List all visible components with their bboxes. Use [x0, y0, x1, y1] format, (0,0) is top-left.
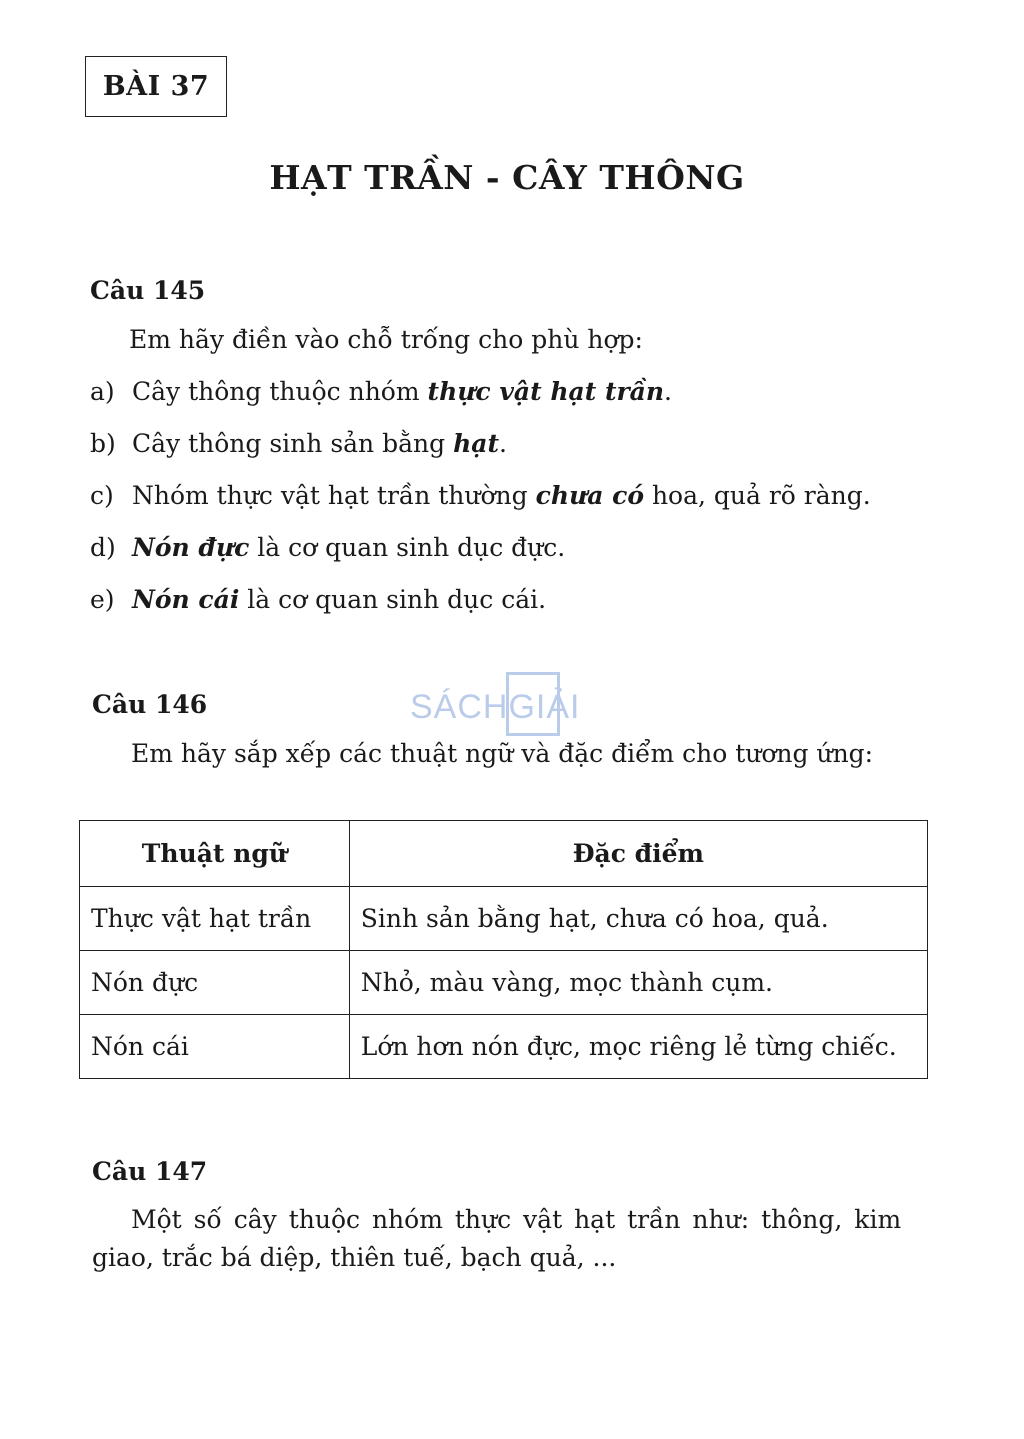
table-cell-term: Thực vật hạt trần [80, 887, 350, 951]
question-146-intro: Em hãy sắp xếp các thuật ngữ và đặc điểm cho tương ứng: [131, 739, 874, 768]
watermark-frame [506, 672, 560, 736]
terms-table [79, 820, 928, 1079]
table-header-row [80, 821, 928, 887]
answer-label: d) [90, 533, 116, 562]
answer-text-after: hoa, quả rõ ràng. [644, 481, 871, 510]
page-title [0, 158, 1024, 197]
answer-line-e [90, 585, 546, 614]
table-cell-term: Nón cái [80, 1015, 350, 1079]
answer-label: a) [90, 377, 115, 406]
answer-fill: hạt [453, 429, 500, 458]
answer-text-after: là cơ quan sinh dục cái. [239, 585, 547, 614]
watermark-logo [410, 670, 620, 740]
answer-text-after: là cơ quan sinh dục đực. [249, 533, 566, 562]
answer-label: b) [90, 429, 116, 458]
answer-label: e) [90, 585, 115, 614]
answer-line-c [90, 481, 871, 510]
table-cell-feature: Lớn hơn nón đực, mọc riêng lẻ từng chiếc. [349, 1015, 927, 1079]
answer-text-after: . [499, 429, 507, 458]
table-header-feature: Đặc điểm [349, 821, 927, 887]
question-147-line-1: Một số cây thuộc nhóm thực vật hạt trần như: thông, kim [131, 1205, 902, 1234]
table-row [80, 1015, 928, 1079]
answer-text-after: . [664, 377, 672, 406]
table-cell-term: Nón đực [80, 951, 350, 1015]
answer-fill: chưa có [535, 481, 644, 510]
answer-fill: thực vật hạt trần [427, 377, 665, 406]
answer-text-before: Nhóm thực vật hạt trần thường [132, 481, 536, 510]
question-145-intro: Em hãy điền vào chỗ trống cho phù hợp: [129, 325, 643, 354]
page-title-text: HẠT TRẦN - CÂY THÔNG [269, 158, 745, 197]
table-row [80, 887, 928, 951]
table-header-term: Thuật ngữ [80, 821, 350, 887]
table-cell-feature: Nhỏ, màu vàng, mọc thành cụm. [349, 951, 927, 1015]
answer-text-before: Cây thông thuộc nhóm [132, 377, 428, 406]
answer-line-d [90, 533, 565, 562]
answer-line-a [90, 377, 672, 406]
watermark-text: SÁCHGIẢI [410, 688, 581, 726]
table-row [80, 951, 928, 1015]
table-cell-feature: Sinh sản bằng hạt, chưa có hoa, quả. [349, 887, 927, 951]
answer-fill: Nón cái [132, 585, 240, 614]
question-146-heading: Câu 146 [92, 690, 208, 719]
question-145-heading: Câu 145 [90, 276, 206, 305]
answer-line-b [90, 429, 507, 458]
question-147-line-2: giao, trắc bá diệp, thiên tuế, bạch quả, ... [92, 1243, 617, 1272]
answer-label: c) [90, 481, 114, 510]
answer-fill: Nón đực [132, 533, 250, 562]
answer-text-before: Cây thông sinh sản bằng [132, 429, 454, 458]
question-147-heading: Câu 147 [92, 1157, 208, 1186]
lesson-label: BÀI 37 [85, 56, 227, 117]
